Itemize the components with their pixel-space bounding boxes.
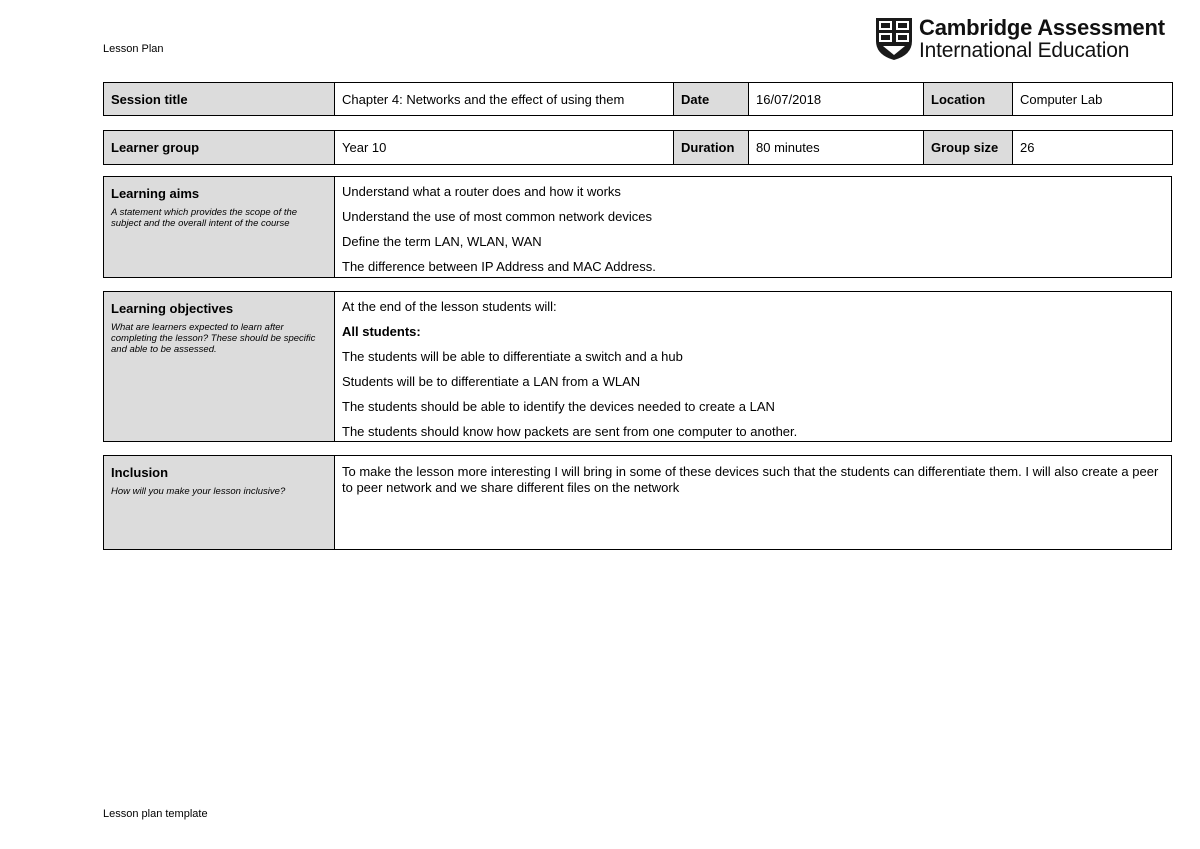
session-table: [103, 82, 1173, 116]
learning-aims-subtitle: A statement which provides the scope of the subject and the overall intent of the course: [111, 207, 298, 229]
learning-objectives-subtitle: What are learners expected to learn after completing the lesson? These should be specific and able to be assessed.: [111, 322, 316, 355]
group-table: [103, 130, 1173, 165]
objectives-intro: At the end of the lesson students will:: [342, 299, 557, 314]
session-title-label: Session title: [104, 83, 335, 116]
learning-objectives-title: Learning objectives: [111, 301, 234, 316]
objective-item: Students will be to differentiate a LAN from a WLAN: [342, 374, 641, 389]
location-value: Computer Lab: [1013, 83, 1173, 116]
objective-item: The students should be able to identify the devices needed to create a LAN: [342, 399, 775, 414]
aim-item: Understand what a router does and how it works: [342, 184, 621, 199]
learning-objectives-section: [103, 291, 1172, 442]
learning-aims-section: [103, 176, 1172, 278]
inclusion-subtitle: How will you make your lesson inclusive?: [111, 486, 286, 497]
objective-item: The students will be able to differentiate a switch and a hub: [342, 349, 683, 364]
logo-title: Cambridge Assessment: [919, 15, 1165, 40]
session-title-value: Chapter 4: Networks and the effect of using them: [335, 83, 674, 116]
objective-item: The students should know how packets are sent from one computer to another.: [342, 424, 798, 439]
duration-label: Duration: [674, 131, 749, 165]
duration-value: 80 minutes: [749, 131, 924, 165]
inclusion-text: To make the lesson more interesting I will bring in some of these devices such that the students can differentiate them. I will also create a peer to peer network and we share different files on the network: [342, 464, 1159, 495]
aim-item: The difference between IP Address and MAC Address.: [342, 259, 656, 274]
inclusion-title: Inclusion: [111, 465, 169, 480]
learner-group-label: Learner group: [104, 131, 335, 165]
group-size-value: 26: [1013, 131, 1173, 165]
logo-subtitle: International Education: [919, 39, 1130, 62]
group-size-label: Group size: [924, 131, 1013, 165]
cambridge-logo: [875, 17, 1165, 61]
location-label: Location: [924, 83, 1013, 116]
date-label: Date: [674, 83, 749, 116]
date-value: 16/07/2018: [749, 83, 924, 116]
document-type-label: Lesson Plan: [103, 43, 164, 55]
inclusion-section: [103, 455, 1172, 550]
crest-icon: [875, 17, 913, 61]
objectives-group-heading: All students:: [342, 324, 421, 339]
aim-item: Understand the use of most common network devices: [342, 209, 652, 224]
learning-aims-title: Learning aims: [111, 186, 200, 201]
footer-label: Lesson plan template: [103, 808, 208, 820]
aim-item: Define the term LAN, WLAN, WAN: [342, 234, 542, 249]
learner-group-value: Year 10: [335, 131, 674, 165]
